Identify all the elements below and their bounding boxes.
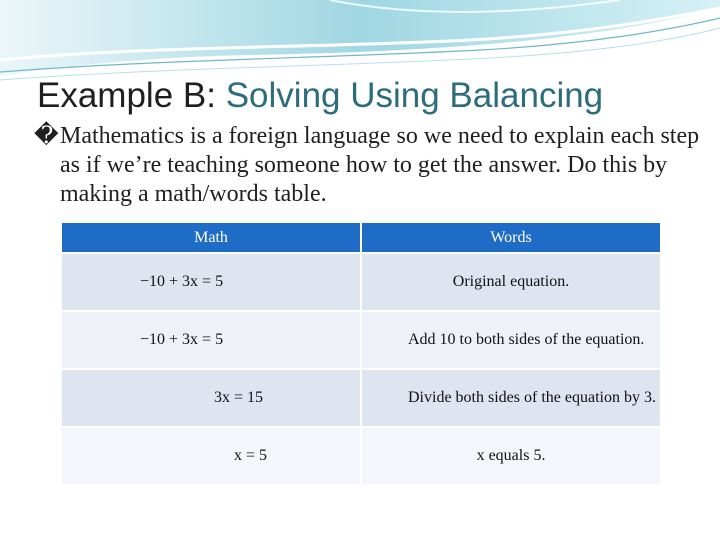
table-row xyxy=(61,253,661,311)
math-words-table xyxy=(60,221,662,486)
equation: x = 5 xyxy=(234,447,268,464)
math-cell xyxy=(61,369,361,427)
title-highlight: Solving Using Balancing xyxy=(225,76,604,115)
words-cell: Original equation. xyxy=(361,253,661,311)
equation: −10 + 3x = 5 xyxy=(140,273,224,290)
equation: 3x = 15 xyxy=(214,389,264,406)
math-cell xyxy=(61,253,361,311)
title-prefix: Example B: xyxy=(37,76,226,115)
math-cell xyxy=(61,427,361,485)
equation: −10 + 3x = 5 xyxy=(140,331,224,348)
header-math: Math xyxy=(61,222,361,253)
table-header-row xyxy=(61,222,661,253)
math-cell xyxy=(61,311,361,369)
words-cell: Add 10 to both sides of the equation. xyxy=(361,311,661,369)
bullet-glyph-icon: � xyxy=(34,123,59,149)
table-row xyxy=(61,427,661,485)
words-cell: Divide both sides of the equation by 3. xyxy=(361,369,661,427)
table-row xyxy=(61,369,661,427)
slide-title xyxy=(37,74,603,118)
table-row xyxy=(61,311,661,369)
bullet-text: Mathematics is a foreign language so we need to explain each step as if we’re teaching someone how to get the answer. Do this by making a math/words table. xyxy=(60,123,700,207)
header-words: Words xyxy=(361,222,661,253)
bullet-paragraph xyxy=(34,122,700,209)
words-cell: x equals 5. xyxy=(361,427,661,485)
